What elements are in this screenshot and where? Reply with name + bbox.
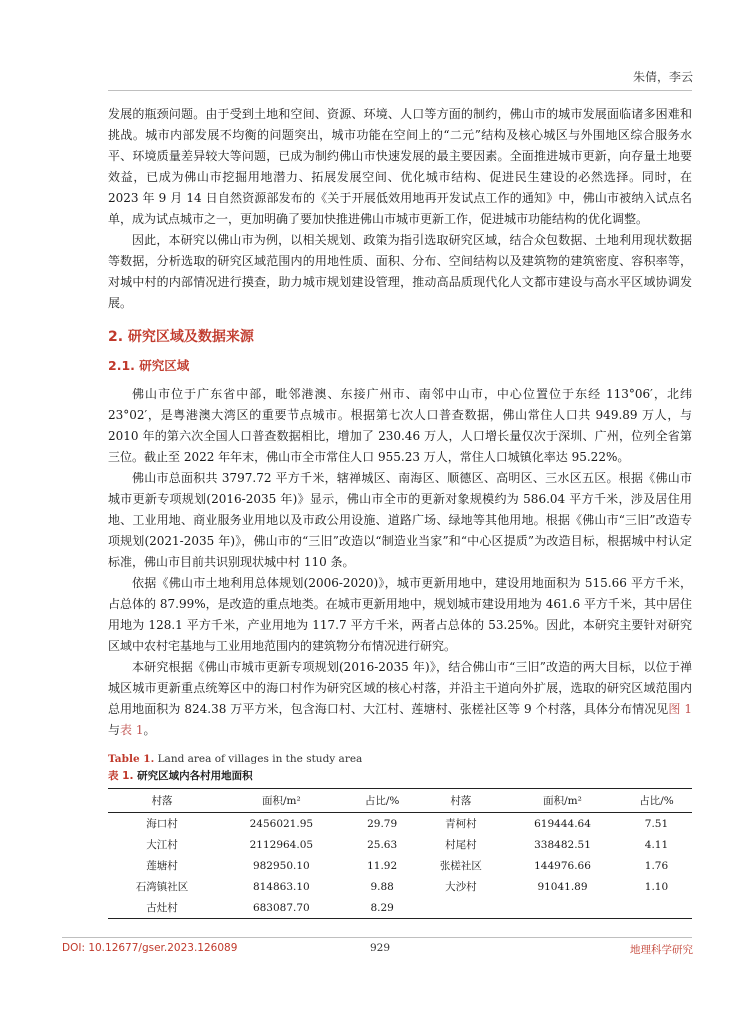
- table-cell: 11.92: [367, 859, 398, 872]
- table-cell: 91041.89: [537, 880, 588, 893]
- article-body: [108, 104, 692, 741]
- table-cell: 张槎社区: [439, 860, 482, 872]
- column-header: 面积/m²: [504, 789, 621, 813]
- table-cell: 石湾镇社区: [135, 881, 189, 893]
- table-cell: 29.79: [367, 817, 398, 830]
- table-caption-chinese: [108, 768, 253, 783]
- table-title-zh: 研究区域内各村用地面积: [133, 770, 253, 782]
- table-cell: 619444.64: [534, 817, 591, 830]
- table-cell: 338482.51: [534, 838, 591, 851]
- column-header: 村落: [108, 789, 216, 813]
- column-header: 村落: [418, 789, 504, 813]
- table-header-row: [108, 789, 692, 813]
- paragraph-3: 佛山市位于广东省中部，毗邻港澳、东接广州市、南邻中山市，中心位置位于东经 113°06′，北纬 23°02′，是粤港澳大湾区的重要节点城市。根据第七次人口普查数据，佛山常住人口共 949.89 万人，与 2010 年的第六次全国人口普查数据相比，增加了 230.46 万人，人口增长量仅次于深圳、广州，位列全省第三位。截止至 2022 年年末，佛山市全市常住人口 955.23 万人，常住人口城镇化率达 95.22%。: [108, 387, 692, 464]
- subsection-heading: 2.1. 研究区域: [108, 358, 190, 373]
- table-cell: 144976.66: [534, 859, 591, 872]
- doi-link[interactable]: DOI: 10.12677/gser.2023.126089: [62, 942, 238, 954]
- table-cell: 9.88: [370, 880, 394, 893]
- table-row: [108, 855, 692, 876]
- paragraph-4: 佛山市总面积共 3797.72 平方千米，辖禅城区、南海区、顺德区、高明区、三水区五区。根据《佛山市城市更新专项规划(2016-2035 年)》显示，佛山市全市的更新对象规模约为 586.04 平方千米，涉及居住用地、工业用地、商业服务业用地以及市政公用设施、道路广场、绿地等其他用地。根据《佛山市“三旧”改造专项规划(2021-2035 年)》，佛山市的“三旧”改造以“制造业当家”和“中心区提质”为改造目标，根据城中村认定标准，佛山市目前共识别现状城中村 110 条。: [108, 471, 692, 569]
- table-row: [108, 813, 692, 835]
- land-area-table: [108, 788, 692, 919]
- table-cell: 982950.10: [252, 859, 310, 872]
- table-cell: 村尾村: [445, 839, 477, 851]
- paragraph-6-conj: 与: [108, 723, 121, 737]
- table-cell: 1.76: [644, 859, 669, 872]
- table-cell: 7.51: [644, 817, 669, 830]
- paragraph-2: 因此，本研究以佛山市为例，以相关规划、政策为指引选取研究区域，结合众包数据、土地利用现状数据等数据，分析选取的研究区域范围内的用地性质、面积、分布、空间结构以及建筑物的建筑密度、容积率等，对城中村的内部情况进行摸查，助力城市规划建设管理，推动高品质现代化人文都市建设与高水平区域协调发展。: [108, 233, 692, 310]
- column-header: 占比/%: [621, 789, 692, 813]
- paragraph-6-end: 。: [143, 723, 156, 737]
- table-1-link[interactable]: 表 1: [120, 723, 144, 737]
- table-caption-english: [108, 753, 362, 765]
- table-row: [108, 897, 692, 919]
- table-cell: 814863.10: [252, 880, 310, 893]
- table-cell: 莲塘村: [146, 860, 178, 872]
- table-cell: 1.10: [644, 880, 669, 893]
- table-cell: 海口村: [146, 818, 178, 830]
- table-cell: 大沙村: [445, 881, 477, 893]
- running-header-authors: 朱倩，李云: [632, 70, 693, 84]
- table-cell: [504, 897, 621, 919]
- table-title-en: Land area of villages in the study area: [154, 753, 363, 765]
- table-cell: 青柯村: [445, 818, 477, 830]
- journal-name: 地理科学研究: [630, 944, 693, 956]
- page-number: 929: [369, 942, 391, 954]
- paragraph-1: 发展的瓶颈问题。由于受到土地和空间、资源、环境、人口等方面的制约，佛山市的城市发展面临诸多困难和挑战。城市内部发展不均衡的问题突出，城市功能在空间上的“二元”结构及核心城区与外围地区综合服务水平、环境质量差异较大等问题，已成为制约佛山市快速发展的最主要因素。全面推进城市更新，向存量土地要效益，已成为佛山市挖掘用地潜力、拓展发展空间、优化城市结构、促进民生建设的必然选择。同时，在 2023 年 9 月 14 日自然资源部发布的《关于开展低效用地再开发试点工作的通知》中，佛山市被纳入试点名单，成为试点城市之一，更加明确了要加快推进佛山市城市更新工作，促进城市功能结构的优化调整。: [108, 107, 692, 226]
- table-cell: [418, 897, 504, 919]
- table-row: [108, 834, 692, 855]
- paragraph-6-text: 本研究根据《佛山市城市更新专项规划(2016-2035 年)》，结合佛山市“三旧”改造的两大目标，以位于禅城区城市更新重点统筹区中的海口村作为研究区域的核心村落，并沿主干道向外扩展，选取的研究区域范围内总用地面积为 824.38 万平方米，包含海口村、大江村、莲塘村、张槎社区等 9 个村落，具体分布情况见: [108, 660, 692, 716]
- section-heading: 2. 研究区域及数据来源: [108, 329, 254, 345]
- footer-divider: [62, 937, 692, 938]
- header-divider: [108, 90, 692, 91]
- table-cell: 4.11: [644, 838, 669, 851]
- table-cell: 2112964.05: [249, 838, 314, 851]
- table-cell: 683087.70: [216, 897, 347, 919]
- figure-1-link[interactable]: 图 1: [668, 702, 692, 716]
- table-label-en: Table 1.: [108, 753, 155, 765]
- table-cell: [621, 897, 692, 919]
- column-header: 占比/%: [347, 789, 418, 813]
- paragraph-5: 依据《佛山市土地利用总体规划(2006-2020)》，城市更新用地中，建设用地面积为 515.66 平方千米，占总体的 87.99%，是改造的重点地类。在城市更新用地中，规划城市建设用地为 461.6 平方千米，其中居住用地为 128.1 平方千米，产业用地为 117.7 平方千米，两者占总体的 53.25%。因此，本研究主要针对研究区域中农村宅基地与工业用地范围内的建筑物分布情况进行研究。: [108, 576, 692, 653]
- table-cell: 2456021.95: [249, 817, 314, 830]
- table-row: [108, 876, 692, 897]
- table-label-zh: 表 1.: [108, 770, 134, 782]
- paragraph-6: [108, 657, 692, 741]
- table-cell: 古灶村: [108, 897, 216, 919]
- table-cell: 8.29: [347, 897, 418, 919]
- column-header: 面积/m²: [216, 789, 347, 813]
- table-cell: 大江村: [146, 839, 178, 851]
- table-cell: 25.63: [367, 838, 398, 851]
